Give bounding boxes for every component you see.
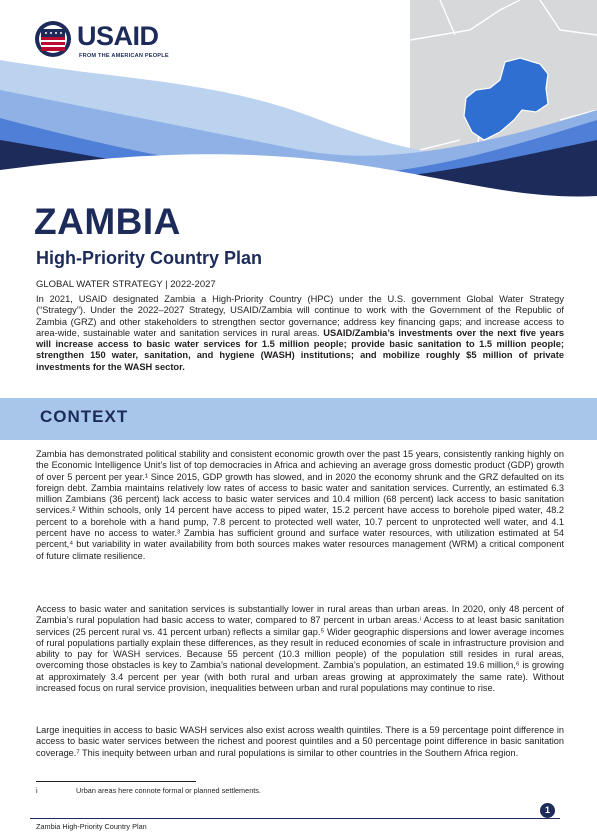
footnote-marker: i — [36, 786, 38, 795]
context-paragraph-1: Zambia has demonstrated political stability and consistent economic growth over the past 15 years, consistently ranking highly on the Economic Intelligence Unit’s list of top democracies in Africa and achieving an average gross domestic product (GDP) growth of over 5 percent per year.¹ Since 2015, GDP growth has slowed, and in 2020 the economy shrunk and the GRZ defaulted on its foreign debt. Zambia maintains relatively low rates of access to basic water and sanitation services. Currently, an estimated 6.3 million Zambians (36 percent) lack access to basic water services and 10.4 million (68 percent) lack access to basic sanitation services.² Within schools, only 14 percent have access to piped water, 15.2 percent have access to borehole piped water, 48.2 percent to a borehole with a hand pump, 7.8 percent to protected well water, 10.7 percent to unprotected well water, and 4.1 percent have no access to water.³ Zambia has sufficient ground and surface water resources, with utilization estimated at 54 percent,⁴ but variability in water availability from both sources makes water resources management (WRM) a critical component of future climate resilience. — [36, 449, 564, 561]
footnote-divider — [36, 781, 196, 782]
intro-text: In 2021, USAID designated Zambia a High-Priority Country (HPC) under the U.S. government Global Water Strategy (“Strategy”). Under the 2022–2027 Strategy, USAID/Zambia will continue to work with the Government of the Republic of Zambia (GRZ) and other stakeholders to strengthen sector governance; address key financing gaps; and increase access to area-wide, sustainable water and sanitation services in rural areas. — [36, 294, 564, 338]
usaid-tagline: FROM THE AMERICAN PEOPLE — [79, 53, 169, 59]
footer-text: Zambia High-Priority Country Plan — [36, 822, 147, 831]
intro-paragraph — [36, 294, 564, 373]
page-title: ZAMBIA — [34, 201, 181, 242]
strategy-line: GLOBAL WATER STRATEGY | 2022-2027 — [36, 279, 216, 290]
footnote-text: Urban areas here connote formal or planned settlements. — [76, 786, 261, 795]
usaid-wordmark: USAID — [77, 21, 159, 51]
page-subtitle: High-Priority Country Plan — [36, 248, 263, 268]
usaid-seal-icon — [34, 20, 72, 58]
context-heading: CONTEXT — [40, 407, 129, 426]
footnote — [36, 786, 261, 795]
context-paragraph-3: Large inequities in access to basic WASH services also exist across wealth quintiles. There is a 59 percentage point difference in access to basic water services between the richest and poorest quintiles and a 50 percentage point difference in basic sanitation coverage.⁷ This inequity between urban and rural populations is similar to other countries in the Southern Africa region. — [36, 725, 564, 758]
context-paragraph-2: Access to basic water and sanitation services is substantially lower in rural areas than urban areas. In 2020, only 48 percent of Zambia’s rural population had basic access to water, compared to 87 percent in urban areas.ⁱ Access to at least basic sanitation services (25 percent rural vs. 41 percent urban) reflects a similar gap.⁵ Wider geographic dispersions and lower average incomes of rural populations partially explain these differences, as they result in reduced economies of scale in infrastructure provision and ability to pay for WASH services. Because 55 percent (10.3 million people) of the population still resides in rural areas, overcoming those obstacles is key to Zambia’s national development. Zambia’s population, an estimated 19.6 million,⁶ is growing at approximately 3.4 percent per year (with both rural and urban areas growing at approximately the same rate). Without increased focus on rural service provision, inequalities between urban and rural populations may continue to rise. — [36, 604, 564, 694]
intro-highlight: USAID/Zambia’s investments over the next five years will increase access to basic water services for 1.5 million people; provide basic sanitation to 1.5 million people; strengthen 150 water, sanitation, and hygiene (WASH) institutions; and mobilize roughly $5 million of private investments for the WASH sector. — [36, 327, 565, 372]
context-section-band — [0, 398, 597, 440]
page-number-badge: 1 — [540, 803, 555, 818]
usaid-logo — [34, 20, 194, 70]
footer-divider — [30, 818, 560, 819]
